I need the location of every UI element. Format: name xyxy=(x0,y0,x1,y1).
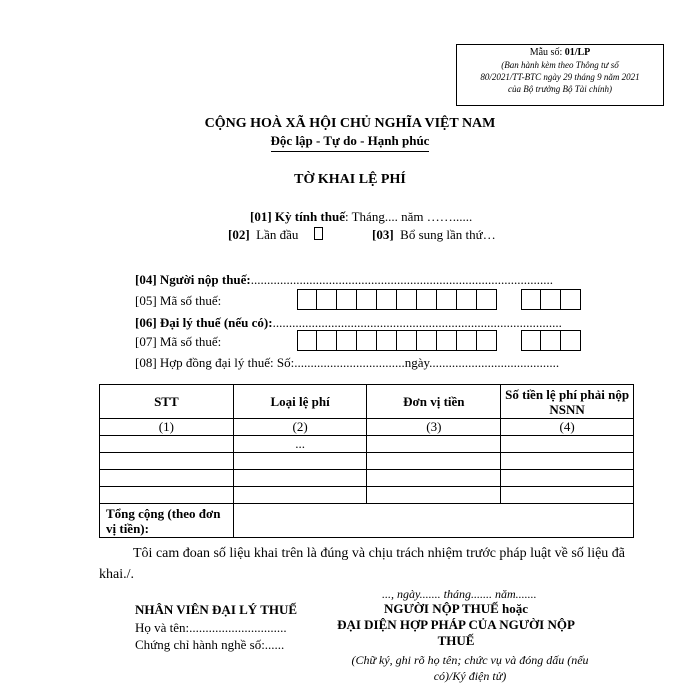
motto xyxy=(0,133,700,152)
first-submission-checkbox[interactable] xyxy=(314,227,323,240)
agent-tax-code-digit[interactable] xyxy=(377,330,397,351)
agent-tax-code-digit[interactable] xyxy=(417,330,437,351)
total-value[interactable] xyxy=(233,504,633,538)
table-cell[interactable] xyxy=(100,453,234,470)
tax-code-branch-boxes[interactable] xyxy=(521,289,581,310)
agent-tax-code-boxes[interactable] xyxy=(297,330,497,351)
agent-tax-code-branch-digit[interactable] xyxy=(541,330,561,351)
col-number: (2) xyxy=(233,419,367,436)
declaration-text: Tôi cam đoan số liệu khai trên là đúng và chịu trách nhiệm trước pháp luật về số liệu đã khai./. xyxy=(99,546,626,582)
table-cell[interactable] xyxy=(367,453,501,470)
supplement-label[interactable]: Bổ sung lần thứ… xyxy=(400,227,496,242)
agent-label: [06] Đại lý thuế (nếu có): xyxy=(135,315,273,330)
tax-code-branch-digit[interactable] xyxy=(521,289,541,310)
table-cell[interactable] xyxy=(367,487,501,504)
agent-tax-code-digit[interactable] xyxy=(477,330,497,351)
taxpayer-sign-title-line: THUẾ xyxy=(437,633,475,648)
submission-supplement xyxy=(372,227,496,243)
form-circular-number: 80/2021/TT-BTC ngày 29 tháng 9 năm 2021 xyxy=(480,72,640,82)
table-cell[interactable] xyxy=(233,470,367,487)
taxpayer-sign-note-line: (Chữ ký, ghi rõ họ tên; chức vụ và đóng dấu (nếu xyxy=(351,653,589,667)
agent-tax-code-digit[interactable] xyxy=(457,330,477,351)
col-number: (3) xyxy=(367,419,501,436)
first-submission-code: [02] xyxy=(228,227,250,242)
tax-code-branch-digit[interactable] xyxy=(541,289,561,310)
agent-staff-title: NHÂN VIÊN ĐẠI LÝ THUẾ xyxy=(135,602,298,617)
tax-code-digit[interactable] xyxy=(437,289,457,310)
tax-period-label: [01] Kỳ tính thuế xyxy=(250,209,345,224)
table-cell[interactable] xyxy=(100,436,234,453)
agent-tax-code-branch-boxes[interactable] xyxy=(521,330,581,351)
form-code-label: Mẫu số: xyxy=(529,47,565,58)
agent-tax-code-branch-digit[interactable] xyxy=(561,330,581,351)
col-number: (4) xyxy=(501,419,634,436)
first-submission-label: Lần đầu xyxy=(256,227,299,242)
table-row-numbers xyxy=(100,419,634,436)
tax-code-digit[interactable] xyxy=(337,289,357,310)
agent-staff-name[interactable]: Họ và tên:.............................. xyxy=(135,620,287,635)
agent-row xyxy=(135,315,562,331)
tax-code-digit[interactable] xyxy=(317,289,337,310)
agent-field[interactable]: ......................................................................................... xyxy=(272,315,562,330)
agent-tax-code-digit[interactable] xyxy=(357,330,377,351)
table-cell[interactable] xyxy=(233,453,367,470)
col-header-stt: STT xyxy=(100,385,234,419)
agent-tax-code-label: [07] Mã số thuế: xyxy=(135,334,222,349)
table-row xyxy=(100,453,634,470)
form-issuer: của Bộ trưởng Bộ Tài chính) xyxy=(508,84,612,94)
nation-title: CỘNG HOÀ XÃ HỘI CHỦ NGHĨA VIỆT NAM xyxy=(204,116,496,131)
tax-code-branch-digit[interactable] xyxy=(561,289,581,310)
total-label: Tổng cộng (theo đơn vị tiền): xyxy=(100,504,234,538)
col-header-amount: Số tiền lệ phí phải nộp NSNN xyxy=(501,385,634,419)
form-code-line xyxy=(457,47,663,59)
table-cell[interactable] xyxy=(100,470,234,487)
contract-row[interactable]: [08] Hợp đồng đại lý thuế: Số:..................................ngày........................................ xyxy=(135,355,560,370)
table-cell[interactable] xyxy=(501,487,634,504)
taxpayer-label: [04] Người nộp thuế: xyxy=(135,272,251,287)
agent-staff-cert[interactable]: Chứng chỉ hành nghề số:...... xyxy=(135,637,285,652)
table-row xyxy=(100,436,634,453)
tax-code-label: [05] Mã số thuế: xyxy=(135,293,222,308)
taxpayer-sign-title-line: ĐẠI DIỆN HỢP PHÁP CỦA NGƯỜI NỘP xyxy=(337,617,575,632)
table-cell-ellipsis[interactable]: ... xyxy=(233,436,367,453)
taxpayer-sign-note-line: có)/Ký điện tử) xyxy=(433,669,507,683)
agent-tax-code-digit[interactable] xyxy=(437,330,457,351)
table-header-row xyxy=(100,385,634,419)
tax-period-value[interactable]: : Tháng.... năm ……...... xyxy=(344,209,473,224)
agent-tax-code-digit[interactable] xyxy=(317,330,337,351)
agent-tax-code-digit[interactable] xyxy=(397,330,417,351)
taxpayer-row xyxy=(135,272,553,288)
table-cell[interactable] xyxy=(367,470,501,487)
tax-code-digit[interactable] xyxy=(417,289,437,310)
table-cell[interactable] xyxy=(233,487,367,504)
taxpayer-sign-title xyxy=(320,601,592,649)
table-cell[interactable] xyxy=(367,436,501,453)
page-title: TỜ KHAI LỆ PHÍ xyxy=(294,172,406,187)
table-total-row xyxy=(100,504,634,538)
col-number: (1) xyxy=(100,419,234,436)
agent-tax-code-digit[interactable] xyxy=(297,330,317,351)
table-cell[interactable] xyxy=(501,470,634,487)
supplement-code: [03] xyxy=(372,227,394,242)
table-row xyxy=(100,470,634,487)
agent-tax-code-digit[interactable] xyxy=(337,330,357,351)
motto-text: Độc lập - Tự do - Hạnh phúc xyxy=(271,133,430,152)
taxpayer-sign-note xyxy=(320,652,620,684)
col-header-currency: Đơn vị tiền xyxy=(367,385,501,419)
fee-table xyxy=(99,384,634,538)
form-code: 01/LP xyxy=(564,47,591,58)
table-row xyxy=(100,487,634,504)
table-cell[interactable] xyxy=(501,436,634,453)
table-cell[interactable] xyxy=(100,487,234,504)
submission-first xyxy=(228,227,323,243)
signature-date[interactable]: ..., ngày....... tháng....... năm....... xyxy=(382,587,537,601)
agent-tax-code-branch-digit[interactable] xyxy=(521,330,541,351)
tax-code-digit[interactable] xyxy=(477,289,497,310)
tax-code-digit[interactable] xyxy=(377,289,397,310)
tax-code-digit[interactable] xyxy=(457,289,477,310)
tax-code-digit[interactable] xyxy=(297,289,317,310)
tax-code-boxes[interactable] xyxy=(297,289,497,310)
taxpayer-field[interactable]: ............................................................................................. xyxy=(250,272,554,287)
table-cell[interactable] xyxy=(501,453,634,470)
col-header-fee-type: Loại lệ phí xyxy=(233,385,367,419)
form-circular-line: (Ban hành kèm theo Thông tư số xyxy=(501,60,619,70)
form-code-box xyxy=(456,44,664,106)
tax-period xyxy=(250,209,472,225)
taxpayer-sign-title-line: NGƯỜI NỘP THUẾ hoặc xyxy=(383,601,529,616)
tax-code-digit[interactable] xyxy=(397,289,417,310)
tax-code-digit[interactable] xyxy=(357,289,377,310)
